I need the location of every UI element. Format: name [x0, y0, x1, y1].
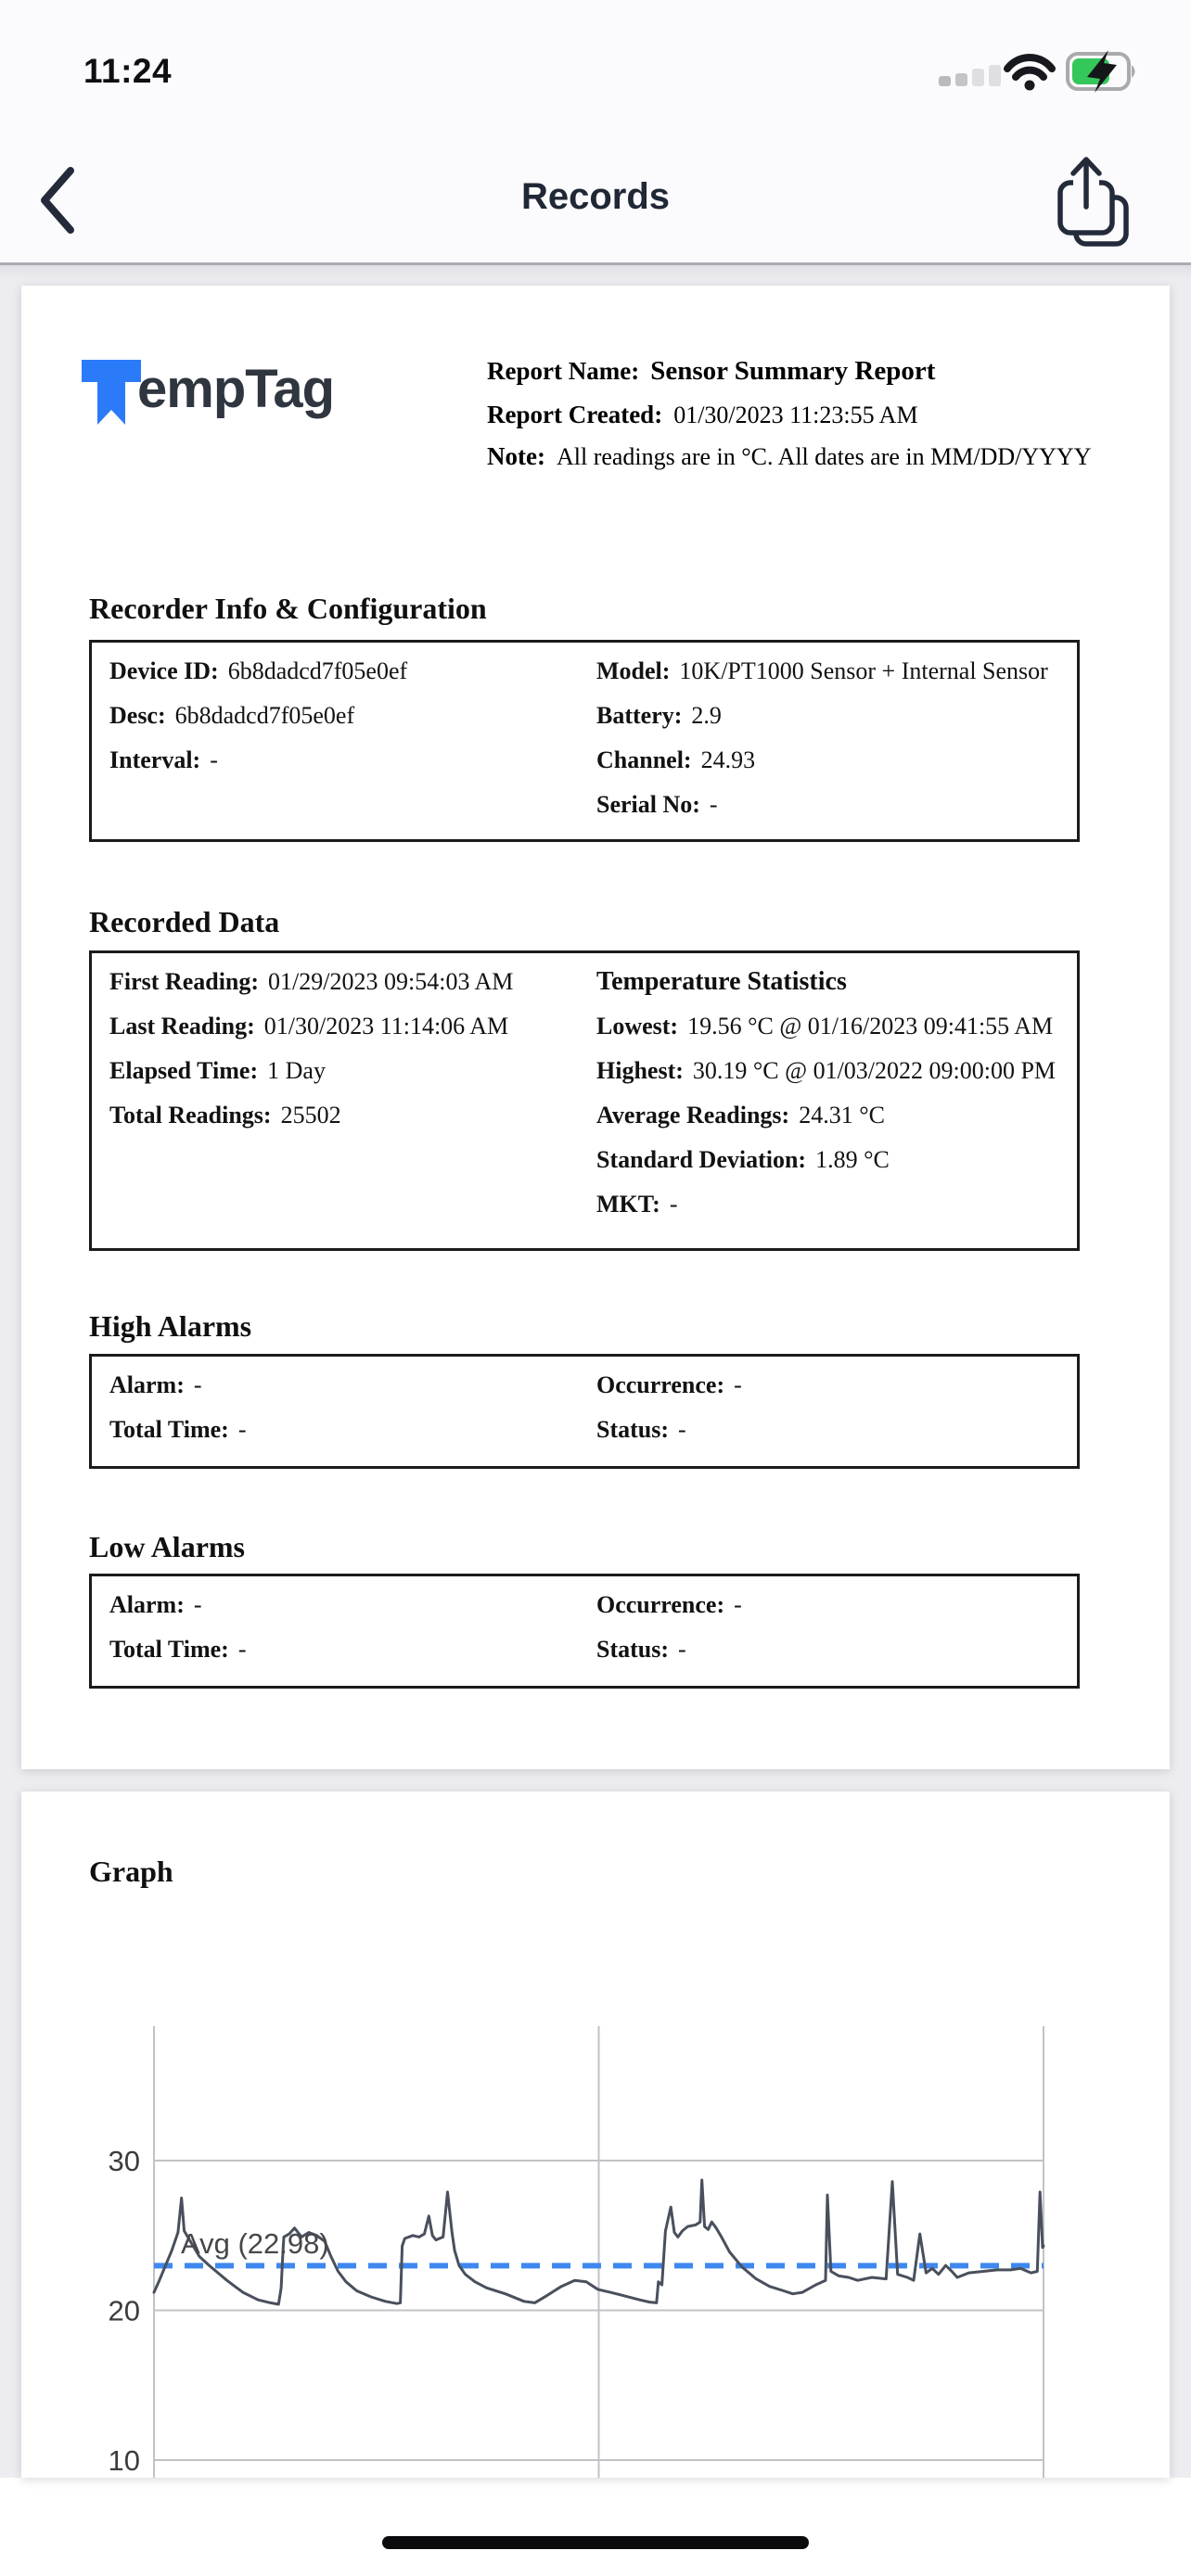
- row-label: MKT:: [596, 1191, 660, 1218]
- meta-label: Note:: [487, 442, 545, 470]
- info-row: [109, 746, 218, 775]
- stats-column-header: Temperature Statistics: [596, 967, 847, 996]
- report-card-page2: [21, 1792, 1170, 2478]
- info-box: [89, 640, 1080, 842]
- y-tick-label: 30: [108, 2145, 140, 2177]
- row-label: Occurrence:: [596, 1591, 725, 1618]
- meta-value: Sensor Summary Report: [650, 356, 936, 386]
- row-value: -: [669, 1191, 678, 1218]
- row-value: -: [678, 1636, 686, 1663]
- status-time: 11:24: [83, 52, 173, 90]
- info-row: [596, 1635, 686, 1664]
- info-row: [596, 1012, 1053, 1041]
- temptag-logo-text: empTag: [137, 359, 335, 419]
- row-value: 1 Day: [267, 1057, 326, 1084]
- row-value: -: [734, 1591, 742, 1618]
- row-value: 25502: [280, 1102, 341, 1129]
- row-label: Total Time:: [109, 1416, 229, 1443]
- row-value: 24.31 °C: [799, 1102, 885, 1129]
- row-value: 1.89 °C: [815, 1146, 890, 1173]
- info-row: [596, 746, 755, 775]
- info-row: [109, 657, 407, 686]
- row-value: -: [193, 1591, 202, 1618]
- row-label: Highest:: [596, 1057, 684, 1084]
- section-title: Recorded Data: [89, 905, 280, 938]
- section-title: High Alarms: [89, 1309, 252, 1343]
- info-row: [596, 1056, 1056, 1086]
- row-label: Alarm:: [109, 1371, 185, 1398]
- row-value: 01/29/2023 09:54:03 AM: [268, 968, 514, 995]
- row-value: 30.19 °C @ 01/03/2022 09:00:00 PM: [692, 1057, 1057, 1084]
- cellular-signal-icon: [935, 51, 1005, 93]
- row-label: Serial No:: [596, 791, 700, 818]
- info-row: [109, 1101, 341, 1130]
- share-button[interactable]: [1056, 153, 1133, 249]
- info-row: [596, 790, 718, 820]
- temperature-chart: [21, 1792, 1170, 2478]
- row-label: Channel:: [596, 746, 692, 773]
- status-nav-bar: [0, 0, 1191, 262]
- row-label: Desc:: [109, 702, 166, 729]
- info-row: [596, 657, 1048, 686]
- info-row: [109, 1056, 326, 1086]
- graph-section-title: Graph: [89, 1855, 173, 1888]
- row-label: Standard Deviation:: [596, 1146, 807, 1173]
- wifi-icon: [1002, 48, 1057, 91]
- row-value: 10K/PT1000 Sensor + Internal Sensor: [679, 657, 1048, 684]
- row-value: -: [193, 1371, 202, 1398]
- row-value: 01/30/2023 11:14:06 AM: [263, 1013, 509, 1039]
- row-label: First Reading:: [109, 968, 260, 995]
- row-label: Lowest:: [596, 1013, 679, 1039]
- info-box: [89, 1574, 1080, 1689]
- row-label: Elapsed Time:: [109, 1057, 259, 1084]
- row-value: -: [237, 1416, 247, 1443]
- info-row: [596, 1590, 742, 1620]
- divider-shadow: [0, 265, 1191, 280]
- row-label: Interval:: [109, 746, 201, 773]
- section-title: Recorder Info & Configuration: [89, 592, 487, 625]
- y-tick-label: 20: [108, 2294, 140, 2327]
- row-value: -: [210, 746, 218, 773]
- report-meta-row: [487, 401, 918, 429]
- average-label: Avg (22.98): [181, 2227, 329, 2260]
- row-label: Total Readings:: [109, 1102, 272, 1129]
- info-row: [596, 1371, 742, 1400]
- row-label: Status:: [596, 1636, 670, 1663]
- y-tick-label: 10: [108, 2444, 140, 2477]
- row-value: 19.56 °C @ 01/16/2023 09:41:55 AM: [687, 1013, 1054, 1039]
- page-title: Records: [520, 176, 671, 217]
- meta-label: Report Name:: [487, 357, 640, 385]
- info-row: [109, 1415, 247, 1445]
- info-row: [596, 1190, 678, 1219]
- info-row: [596, 1145, 890, 1175]
- report-card-page1: [21, 286, 1170, 1769]
- report-meta-row: [487, 356, 935, 387]
- row-value: -: [237, 1636, 247, 1663]
- section-title: Low Alarms: [89, 1530, 245, 1563]
- row-label: Alarm:: [109, 1591, 185, 1618]
- info-row: [596, 701, 722, 731]
- info-row: [109, 1012, 508, 1041]
- row-value: 2.9: [691, 702, 722, 729]
- row-value: -: [734, 1371, 742, 1398]
- row-value: 6b8dadcd7f05e0ef: [174, 702, 355, 729]
- info-row: [109, 1371, 202, 1400]
- row-label: Status:: [596, 1416, 670, 1443]
- row-label: Occurrence:: [596, 1371, 725, 1398]
- info-row: [109, 1635, 247, 1664]
- meta-value: 01/30/2023 11:23:55 AM: [673, 402, 918, 428]
- row-label: Total Time:: [109, 1636, 229, 1663]
- info-row: [109, 967, 513, 997]
- info-row: [109, 701, 354, 731]
- row-value: 6b8dadcd7f05e0ef: [227, 657, 408, 684]
- row-label: Last Reading:: [109, 1013, 255, 1039]
- info-row: [596, 1101, 885, 1130]
- meta-value: All readings are in °C. All dates are in MM/DD/YYYY: [556, 443, 1092, 470]
- meta-label: Report Created:: [487, 401, 663, 428]
- row-label: Device ID:: [109, 657, 219, 684]
- info-box: [89, 950, 1080, 1251]
- info-box: [89, 1354, 1080, 1469]
- battery-charging-icon: [1066, 50, 1142, 93]
- row-value: 24.93: [700, 746, 756, 773]
- info-row: [596, 1415, 686, 1445]
- row-label: Model:: [596, 657, 671, 684]
- row-label: Battery:: [596, 702, 683, 729]
- row-value: -: [678, 1416, 686, 1443]
- report-meta-row: [487, 442, 1092, 471]
- row-label: Average Readings:: [596, 1102, 790, 1129]
- home-indicator[interactable]: [382, 2536, 809, 2549]
- info-row: [109, 1590, 202, 1620]
- row-value: -: [709, 791, 718, 818]
